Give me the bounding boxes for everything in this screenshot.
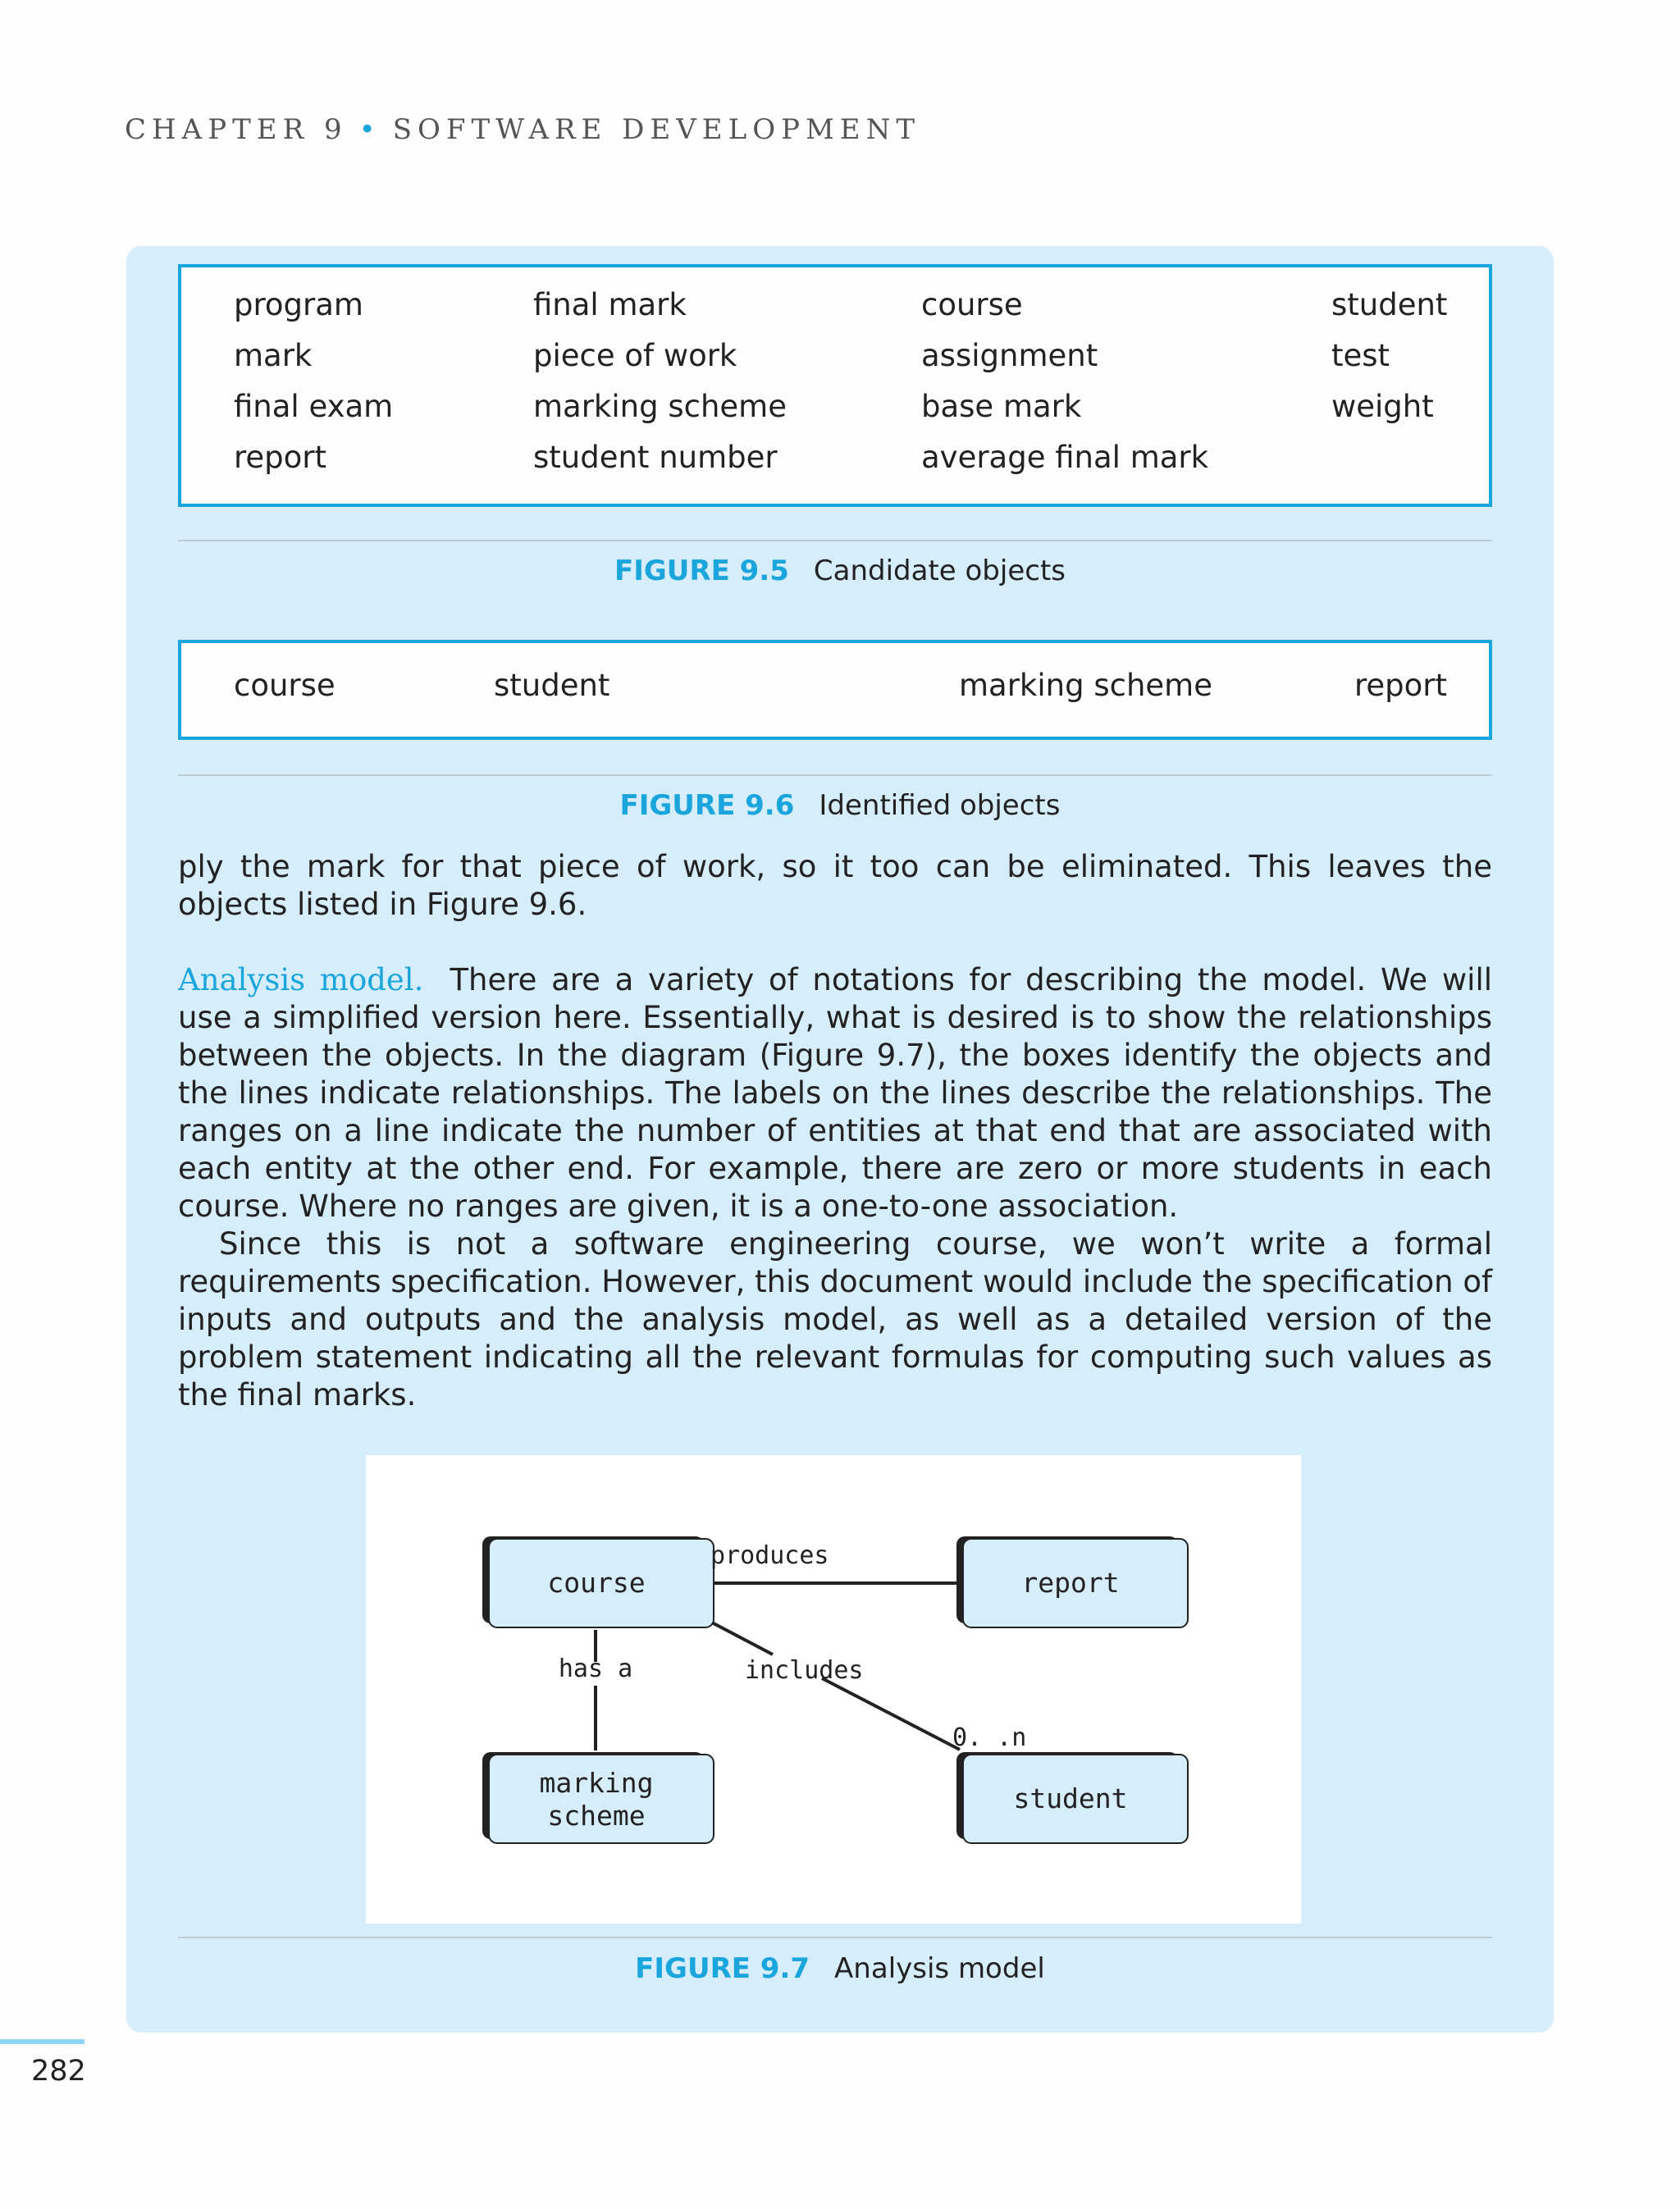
candidate-objects-box [178, 264, 1492, 507]
chapter-label: CHAPTER 9 [125, 113, 348, 146]
figure-label: FIGURE 9.5 [614, 555, 789, 587]
figure-label: FIGURE 9.7 [635, 1952, 810, 1985]
object-cell: average final mark [921, 440, 1209, 475]
spec-paragraph: Since this is not a software engineering course, we won’t write a formal requirements specification. However, this document would include the specification of inputs and outputs and the analysis model, as well as a detailed version of the problem statement indicating all the relevant formulas for computing such values as the final marks. [178, 1226, 1492, 1413]
object-cell: final exam [234, 389, 394, 424]
analysis-model-diagram [366, 1455, 1301, 1924]
analysis-text: There are a variety of notations for describing the model. We will use a simplified version here. Essentially, what is desired is to show the relationships between the objects. In the diagram (Figure 9.7), the boxes identify the objects and the lines indicate relationships. The labels on the lines describe the relationships. The ranges on a line indicate the number of entities at that end that are associated with each entity at the other end. For example, there are zero or more students in each course. Where no ranges are given, it is a one-to-one association. [178, 962, 1493, 1224]
figure-title: Identified objects [819, 789, 1061, 822]
includes-line [822, 1678, 960, 1750]
node-label: marking [539, 1767, 654, 1799]
student-node [956, 1752, 1188, 1843]
object-cell: assignment [921, 338, 1098, 373]
object-cell: piece of work [533, 338, 737, 373]
object-cell: report [234, 440, 327, 475]
object-cell: report [1354, 668, 1448, 703]
bullet-dot: • [358, 113, 381, 146]
object-cell: student [1331, 287, 1448, 322]
object-cell: course [921, 287, 1023, 322]
marking-scheme-node [482, 1752, 714, 1843]
edge-label-has-a: has a [558, 1654, 633, 1683]
analysis-paragraph [178, 961, 1492, 1225]
paragraph-text: ply the mark for that piece of work, so it too can be eliminated. This leaves the objects listed in Figure 9.6. [178, 849, 1492, 922]
caption-rule [178, 1937, 1492, 1938]
object-cell: test [1331, 338, 1390, 373]
node-label: course [547, 1567, 646, 1599]
page-number: 282 [31, 2055, 86, 2088]
caption-rule [178, 540, 1492, 541]
object-cell: base mark [921, 389, 1082, 424]
page-number-bar [0, 2039, 84, 2044]
analysis-section [178, 961, 1492, 1414]
course-node [482, 1536, 714, 1627]
object-cell: student number [533, 440, 778, 475]
object-cell: final mark [533, 287, 687, 322]
analysis-heading: Analysis model. [178, 962, 424, 997]
edge-label-includes: includes [745, 1656, 864, 1685]
object-cell: student [494, 668, 610, 703]
report-node [956, 1536, 1188, 1627]
object-cell: mark [234, 338, 313, 373]
object-cell: marking scheme [959, 668, 1212, 703]
caption-rule [178, 774, 1492, 776]
continuation-paragraph [178, 848, 1492, 924]
running-head [125, 113, 920, 146]
multiplicity-label: 0. .n [952, 1723, 1027, 1752]
node-label: student [1013, 1782, 1128, 1814]
identified-objects-box [178, 640, 1492, 740]
object-cell: program [234, 287, 363, 322]
figure-9-6-caption [0, 789, 1680, 822]
chapter-title: SOFTWARE DEVELOPMENT [392, 113, 921, 146]
node-label: report [1021, 1567, 1120, 1599]
figure-title: Candidate objects [813, 555, 1066, 587]
object-cell: weight [1331, 389, 1434, 424]
figure-label: FIGURE 9.6 [619, 789, 795, 822]
object-cell: marking scheme [533, 389, 787, 424]
node-label: scheme [547, 1800, 646, 1832]
object-cell: course [234, 668, 336, 703]
includes-line [709, 1621, 773, 1654]
figure-title: Analysis model [834, 1952, 1045, 1985]
edge-label-produces: produces [710, 1541, 829, 1570]
figure-9-7-caption [0, 1952, 1680, 1985]
figure-9-5-caption [0, 555, 1680, 587]
